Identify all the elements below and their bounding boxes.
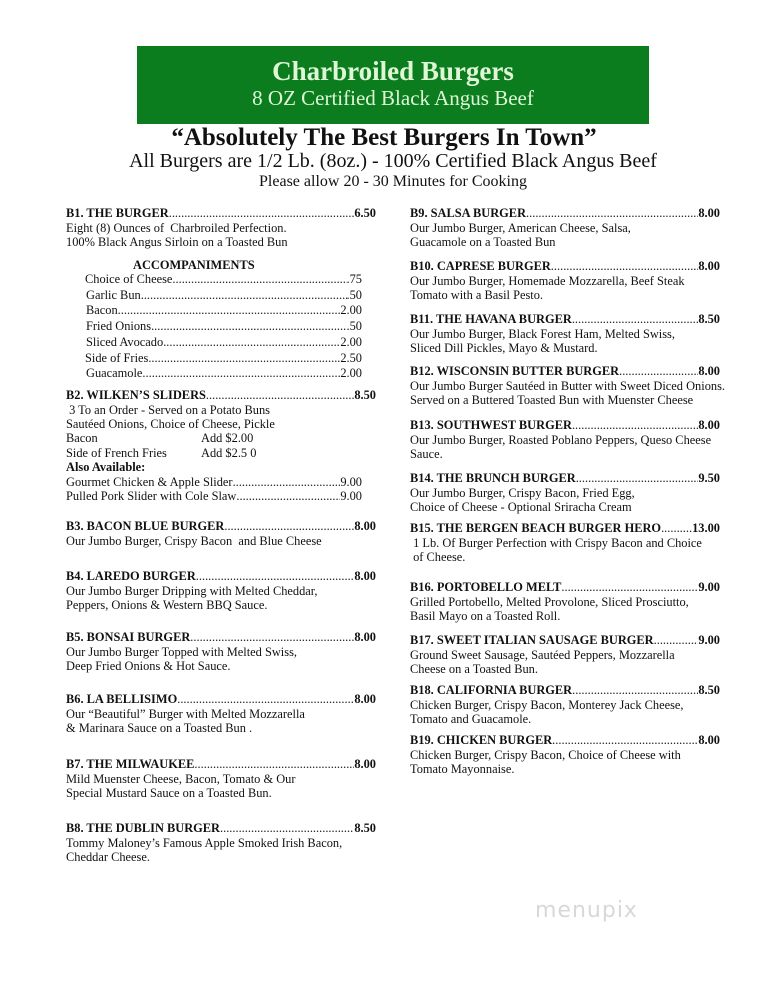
- dot-leader: [172, 272, 346, 288]
- item-description: Cheese on a Toasted Bun.: [410, 662, 538, 677]
- menu-item: [410, 259, 720, 303]
- watermark-logo: menupix: [535, 898, 638, 923]
- item-description: Our Jumbo Burger, Black Forest Ham, Melted Swiss,: [410, 326, 675, 341]
- leader-row: [410, 683, 720, 698]
- dot-leader: [561, 580, 698, 595]
- item-description: Our Jumbo Burger, American Cheese, Salsa,: [410, 220, 631, 235]
- menu-item: [410, 418, 720, 462]
- item-price: 8.00: [698, 418, 720, 432]
- item-name: B14. THE BRUNCH BURGER: [410, 471, 576, 485]
- dot-leader: [206, 388, 354, 403]
- leader-row: [410, 259, 720, 274]
- item-description: Our Jumbo Burger Topped with Melted Swiss,: [66, 644, 297, 659]
- leader-row: [86, 366, 362, 382]
- dot-leader: [196, 569, 355, 584]
- item-price: 8.00: [354, 630, 376, 644]
- leader-row: [66, 475, 362, 490]
- item-name: Choice of Cheese: [85, 272, 173, 286]
- item-price: 8.00: [698, 206, 720, 220]
- leader-row: [410, 521, 720, 536]
- header-banner: [137, 46, 649, 124]
- slider-extras-block: [66, 431, 362, 504]
- item-name: B15. THE BERGEN BEACH BURGER HERO: [410, 521, 662, 535]
- item-name: B7. THE MILWAUKEE: [66, 757, 195, 771]
- item-name: Bacon: [86, 303, 118, 318]
- item-price: 2.50: [340, 350, 362, 365]
- item-name: Guacamole: [86, 366, 143, 381]
- leader-row: [66, 757, 376, 772]
- item-description: Our Jumbo Burger Sautéed in Butter with Sweet Diced Onions.: [410, 378, 725, 393]
- item-description: Cheddar Cheese.: [66, 850, 150, 865]
- leader-row: [86, 303, 362, 319]
- item-price: 13.00: [692, 521, 720, 535]
- item-name: B2. WILKEN’S SLIDERS: [66, 388, 206, 402]
- item-description: Sautéed Onions, Choice of Cheese, Pickle: [66, 417, 275, 432]
- leader-row: [410, 418, 720, 433]
- item-description: of Cheese.: [410, 550, 466, 565]
- item-price: 8.50: [698, 312, 720, 326]
- dot-leader: [151, 319, 346, 335]
- dot-leader: [236, 489, 340, 504]
- menu-item: [410, 683, 720, 727]
- item-price: 9.00: [698, 633, 720, 647]
- item-description: & Marinara Sauce on a Toasted Bun .: [66, 721, 253, 736]
- leader-row: [410, 733, 720, 748]
- dot-leader: [526, 206, 698, 221]
- leader-row: [410, 312, 720, 327]
- accompaniment-row: [86, 288, 362, 304]
- menu-section-title: Charbroiled Burgers: [272, 56, 514, 86]
- dot-leader: [661, 521, 692, 536]
- leader-row: [66, 569, 376, 584]
- cooking-note: Please allow 20 - 30 Minutes for Cooking: [259, 173, 527, 190]
- item-price: 8.00: [354, 569, 376, 583]
- leader-row: [85, 272, 362, 288]
- also-available-label: Also Available:: [66, 460, 146, 475]
- accompaniment-row: [86, 303, 362, 319]
- menu-item: [66, 757, 376, 801]
- dot-leader: [148, 351, 340, 367]
- item-description: Tomato with a Basil Pesto.: [410, 288, 544, 303]
- addon-price: Add $2.00: [201, 431, 254, 445]
- dot-leader: [552, 733, 698, 748]
- item-price: 2.00: [340, 334, 362, 349]
- item-description: Sliced Dill Pickles, Mayo & Mustard.: [410, 341, 598, 356]
- item-description: Eight (8) Ounces of Charbroiled Perfection.: [66, 220, 287, 235]
- item-name: Fried Onions: [86, 319, 152, 334]
- menu-item: [410, 733, 720, 777]
- dot-leader: [194, 757, 354, 772]
- dot-leader: [619, 364, 698, 379]
- item-description: Our “Beautiful” Burger with Melted Mozzarella: [66, 706, 305, 721]
- item-price: 6.50: [354, 206, 376, 220]
- leader-row: [410, 580, 720, 595]
- item-description: Our Jumbo Burger, Crispy Bacon, Fried Egg,: [410, 485, 635, 500]
- item-description: 3 To an Order - Served on a Potato Buns: [66, 402, 271, 417]
- accompaniment-row: [85, 351, 362, 367]
- item-description: Chicken Burger, Crispy Bacon, Choice of Cheese with: [410, 747, 681, 762]
- menu-item: [66, 388, 376, 432]
- menu-item: [66, 569, 376, 613]
- item-price: 8.00: [698, 733, 720, 747]
- leader-row: [410, 471, 720, 486]
- addon-row: [66, 446, 362, 461]
- item-description: Ground Sweet Sausage, Sautéed Peppers, Mozzarella: [410, 647, 675, 662]
- item-description: Basil Mayo on a Toasted Roll.: [410, 609, 561, 624]
- item-name: B18. CALIFORNIA BURGER: [410, 683, 573, 697]
- item-name: B3. BACON BLUE BURGER: [66, 519, 225, 533]
- dot-leader: [224, 519, 354, 534]
- item-price: 8.00: [354, 692, 376, 706]
- accompaniment-row: [86, 366, 362, 382]
- leader-row: [410, 633, 720, 648]
- leader-row: [410, 364, 720, 379]
- item-description: Sauce.: [410, 447, 443, 462]
- item-price: 9.00: [340, 474, 362, 489]
- dot-leader: [233, 475, 341, 490]
- accompaniment-row: [85, 272, 362, 288]
- menu-item: [66, 692, 376, 736]
- dot-leader: [141, 288, 347, 304]
- burger-note: All Burgers are 1/2 Lb. (8oz.) - 100% Certified Black Angus Beef: [129, 150, 657, 172]
- item-price: .75: [346, 272, 362, 286]
- item-price: 8.50: [354, 821, 376, 835]
- leader-row: [66, 630, 376, 645]
- item-price: 9.00: [698, 580, 720, 594]
- item-price: 2.00: [340, 366, 362, 381]
- accompaniments-title: ACCOMPANIMENTS: [133, 258, 255, 272]
- item-name: B12. WISCONSIN BUTTER BURGER: [410, 364, 620, 378]
- dot-leader: [572, 418, 698, 433]
- dot-leader: [572, 683, 698, 698]
- leader-row: [66, 206, 376, 221]
- dot-leader: [576, 471, 699, 486]
- leader-row: [85, 351, 362, 367]
- item-price: .50: [346, 287, 362, 302]
- menu-item: [410, 312, 720, 356]
- item-name: B5. BONSAI BURGER: [66, 630, 191, 644]
- item-name: Garlic Bun: [86, 287, 141, 302]
- item-description: Deep Fried Onions & Hot Sauce.: [66, 659, 231, 674]
- dot-leader: [169, 206, 355, 221]
- item-name: B6. LA BELLISIMO: [66, 692, 178, 706]
- item-price: 8.00: [354, 519, 376, 533]
- menu-item: [410, 633, 720, 677]
- dot-leader: [220, 821, 354, 836]
- accompaniment-row: [86, 335, 362, 351]
- menu-item: [410, 364, 725, 408]
- dot-leader: [190, 630, 354, 645]
- addon-price: Add $2.5 0: [201, 445, 257, 460]
- item-description: Choice of Cheese - Optional Sriracha Cream: [410, 500, 632, 515]
- leader-row: [86, 319, 362, 335]
- menu-item: [410, 580, 720, 624]
- item-name: B19. CHICKEN BURGER: [410, 733, 553, 747]
- item-name: B16. PORTOBELLO MELT: [410, 580, 562, 594]
- menu-section-subtitle: 8 OZ Certified Black Angus Beef: [252, 86, 534, 110]
- item-description: Grilled Portobello, Melted Provolone, Sliced Prosciutto,: [410, 594, 689, 609]
- item-description: Tomato Mayonnaise.: [410, 762, 515, 777]
- menu-item: [410, 206, 720, 250]
- item-name: B1. THE BURGER: [66, 206, 169, 220]
- item-price: 8.00: [698, 364, 720, 378]
- item-description: 1 Lb. Of Burger Perfection with Crispy Bacon and Choice: [410, 535, 702, 550]
- leader-row: [66, 388, 376, 403]
- slogan: “Absolutely The Best Burgers In Town”: [171, 124, 597, 151]
- item-description: Chicken Burger, Crispy Bacon, Monterey Jack Cheese,: [410, 697, 684, 712]
- item-description: Our Jumbo Burger Dripping with Melted Cheddar,: [66, 583, 318, 598]
- dot-leader: [572, 312, 698, 327]
- menu-item: [410, 471, 720, 515]
- item-price: 8.50: [354, 388, 376, 402]
- item-price: .50: [346, 319, 362, 334]
- dot-leader: [654, 633, 699, 648]
- item-description: Our Jumbo Burger, Homemade Mozzarella, Beef Steak: [410, 273, 685, 288]
- menu-item: [66, 630, 376, 674]
- leader-row: [66, 821, 376, 836]
- leader-row: [66, 692, 376, 707]
- item-description: Mild Muenster Cheese, Bacon, Tomato & Our: [66, 771, 296, 786]
- dot-leader: [551, 259, 699, 274]
- accompaniment-row: [86, 319, 362, 335]
- dot-leader: [163, 335, 340, 351]
- item-name: Pulled Pork Slider with Cole Slaw: [66, 489, 237, 504]
- item-name: B13. SOUTHWEST BURGER: [410, 418, 572, 432]
- item-name: B4. LAREDO BURGER: [66, 569, 196, 583]
- item-description: Tommy Maloney’s Famous Apple Smoked Irish Bacon,: [66, 835, 343, 850]
- item-description: Our Jumbo Burger, Roasted Poblano Peppers, Queso Cheese: [410, 432, 712, 447]
- menu-item: [410, 521, 720, 565]
- item-name: B9. SALSA BURGER: [410, 206, 527, 220]
- addon-name: Side of French Fries: [66, 445, 167, 460]
- leader-row: [410, 206, 720, 221]
- item-price: 8.00: [354, 757, 376, 771]
- item-price: 8.50: [698, 683, 720, 697]
- item-description: Special Mustard Sauce on a Toasted Bun.: [66, 786, 272, 801]
- item-name: B10. CAPRESE BURGER: [410, 259, 551, 273]
- dot-leader: [142, 366, 340, 382]
- leader-row: [86, 335, 362, 351]
- item-name: Sliced Avocado: [86, 334, 164, 349]
- item-price: 9.50: [698, 471, 720, 485]
- item-description: 100% Black Angus Sirloin on a Toasted Bun: [66, 235, 288, 250]
- item-description: Served on a Buttered Toasted Bun with Muenster Cheese: [410, 393, 694, 408]
- dot-leader: [118, 303, 341, 319]
- item-description: Our Jumbo Burger, Crispy Bacon and Blue Cheese: [66, 533, 322, 548]
- dot-leader: [177, 692, 354, 707]
- addon-row: [66, 431, 362, 446]
- item-description: Tomato and Guacamole.: [410, 712, 532, 727]
- item-price: 9.00: [340, 489, 362, 504]
- item-description: Peppers, Onions & Western BBQ Sauce.: [66, 598, 268, 613]
- item-price: 2.00: [340, 303, 362, 318]
- item-price: 8.00: [698, 259, 720, 273]
- menu-item: [66, 519, 376, 548]
- item-name: Gourmet Chicken & Apple Slider: [66, 474, 233, 489]
- addon-name: Bacon: [66, 431, 98, 445]
- item-name: B11. THE HAVANA BURGER: [410, 312, 572, 326]
- menu-item: [66, 206, 376, 250]
- item-name: B8. THE DUBLIN BURGER: [66, 821, 220, 835]
- item-name: B17. SWEET ITALIAN SAUSAGE BURGER: [410, 633, 654, 647]
- leader-row: [86, 288, 362, 304]
- leader-row: [66, 489, 362, 504]
- item-description: Guacamole on a Toasted Bun: [410, 235, 556, 250]
- menu-item: [66, 821, 376, 865]
- item-name: Side of Fries: [85, 350, 149, 365]
- leader-row: [66, 519, 376, 534]
